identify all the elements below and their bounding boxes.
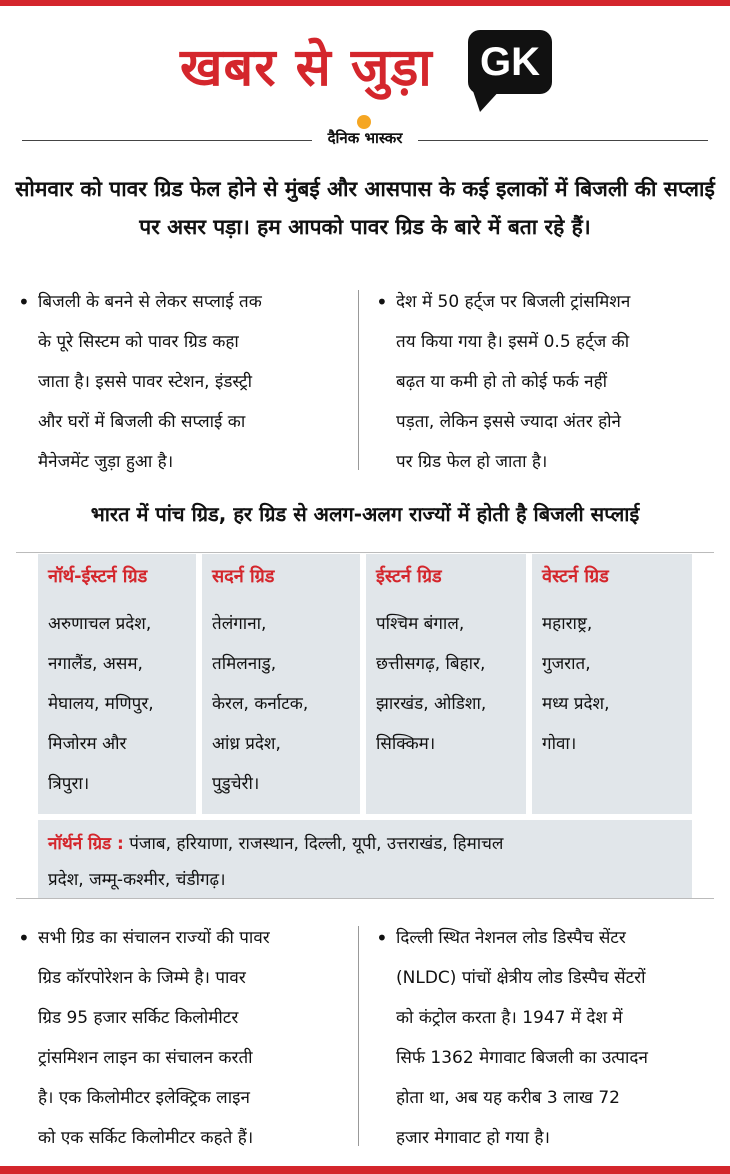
section-divider-top <box>16 552 714 553</box>
intro-text: सोमवार को पावर ग्रिड फेल होने से मुंबई और आसपास के कई इलाकों में बिजली की सप्लाई पर असर पड़ा। हम आपको पावर ग्रिड के बारे में बता रहे हैं। <box>15 177 715 239</box>
bottom-right-point <box>376 918 722 1158</box>
text-line: पड़ता, लेकिन इससे ज्यादा अंतर होने <box>396 412 621 432</box>
state-line: झारखंड, ओडिशा, <box>376 694 487 714</box>
text-line: ग्रिड 95 हजार सर्किट किलोमीटर <box>38 1008 239 1028</box>
grid-title: वेस्टर्न ग्रिड <box>542 566 609 587</box>
state-line: केरल, कर्नाटक, <box>212 694 309 714</box>
grid-box-southern <box>202 554 360 814</box>
state-line: पश्चिम बंगाल, <box>376 614 465 634</box>
text-line: दिल्ली स्थित नेशनल लोड डिस्पैच सेंटर <box>396 928 626 948</box>
grid-box-western <box>532 554 692 814</box>
grid-title: ईस्टर्न ग्रिड <box>376 566 442 587</box>
text-line: ट्रांसमिशन लाइन का संचालन करती <box>38 1048 253 1068</box>
bottom-accent-bar <box>0 1166 730 1174</box>
bullet-icon: • <box>376 290 388 314</box>
top-right-point <box>376 282 716 482</box>
brand-divider-right <box>418 140 708 141</box>
text-line: बिजली के बनने से लेकर सप्लाई तक <box>38 292 262 312</box>
text-line: (NLDC) पांचों क्षेत्रीय लोड डिस्पैच सेंटरों <box>396 968 646 988</box>
bullet-icon: • <box>18 290 30 314</box>
state-line: अरुणाचल प्रदेश, <box>48 614 152 634</box>
grid-states <box>48 604 154 804</box>
state-line: पुडुचेरी। <box>212 774 260 794</box>
northern-grid-text <box>48 826 688 898</box>
text-line: सिर्फ 1362 मेगावाट बिजली का उत्पादन <box>396 1048 648 1068</box>
grid-states <box>542 604 610 764</box>
state-line: महाराष्ट्र, <box>542 614 593 634</box>
grid-panel <box>38 554 692 898</box>
state-line: मिजोरम और <box>48 734 127 754</box>
column-divider <box>358 926 359 1146</box>
state-line: नगालैंड, असम, <box>48 654 143 674</box>
text-line: हजार मेगावाट हो गया है। <box>396 1128 550 1148</box>
section-divider-bottom <box>16 898 714 899</box>
brand-logo: दैनिक भास्कर <box>327 129 403 147</box>
grid-box-north-eastern <box>38 554 196 814</box>
text-line: देश में 50 हर्ट्ज पर बिजली ट्रांसमिशन <box>396 292 631 312</box>
state-line: पंजाब, हरियाणा, राजस्थान, दिल्ली, यूपी, उत्तराखंड, हिमाचल <box>123 834 504 854</box>
brand-divider-left <box>22 140 312 141</box>
state-line: गोवा। <box>542 734 577 754</box>
grid-title: नॉर्थ-ईस्टर्न ग्रिड <box>48 566 148 587</box>
text-line: और घरों में बिजली की सप्लाई का <box>38 412 246 432</box>
text-line: होता था, अब यह करीब 3 लाख 72 <box>396 1088 621 1108</box>
gk-badge-label: GK <box>480 40 540 84</box>
brand-sun-icon <box>357 115 371 129</box>
state-line: मेघालय, मणिपुर, <box>48 694 154 714</box>
text-line: को एक सर्किट किलोमीटर कहते हैं। <box>38 1128 254 1148</box>
state-line: गुजरात, <box>542 654 591 674</box>
top-accent-bar <box>0 0 730 6</box>
grid-title: नॉर्थर्न ग्रिड : <box>48 834 124 854</box>
text-line: सभी ग्रिड का संचालन राज्यों की पावर <box>38 928 270 948</box>
state-line: त्रिपुरा। <box>48 774 90 794</box>
bullet-icon: • <box>376 926 388 950</box>
text-line: ग्रिड कॉरपोरेशन के जिम्मे है। पावर <box>38 968 246 988</box>
header <box>0 22 730 112</box>
state-line: प्रदेश, जम्मू-कश्मीर, चंडीगढ़। <box>48 870 226 890</box>
text-line: है। एक किलोमीटर इलेक्ट्रिक लाइन <box>38 1088 250 1108</box>
text-line: जाता है। इससे पावर स्टेशन, इंडस्ट्री <box>38 372 252 392</box>
grid-box-northern <box>38 820 692 898</box>
bullet-icon: • <box>18 926 30 950</box>
text-line: मैनेजमेंट जुड़ा हुआ है। <box>38 452 174 472</box>
text-line: तय किया गया है। इसमें 0.5 हर्ट्ज की <box>396 332 630 352</box>
state-line: तेलंगाना, <box>212 614 267 634</box>
page-title: खबर से जुड़ा <box>180 38 433 98</box>
grid-title: सदर्न ग्रिड <box>212 566 275 587</box>
state-line: छत्तीसगढ़, बिहार, <box>376 654 486 674</box>
column-divider <box>358 290 359 470</box>
text-line: पर ग्रिड फेल हो जाता है। <box>396 452 548 472</box>
bottom-left-point <box>18 918 358 1158</box>
text-line: बढ़त या कमी हो तो कोई फर्क नहीं <box>396 372 608 392</box>
text-line: को कंट्रोल करता है। 1947 में देश में <box>396 1008 623 1028</box>
text-line: के पूरे सिस्टम को पावर ग्रिड कहा <box>38 332 239 352</box>
section-title: भारत में पांच ग्रिड, हर ग्रिड से अलग-अलग राज्यों में होती है बिजली सप्लाई <box>90 502 640 526</box>
grid-states <box>212 604 308 804</box>
state-line: आंध्र प्रदेश, <box>212 734 281 754</box>
state-line: सिक्किम। <box>376 734 436 754</box>
grid-box-eastern <box>366 554 526 814</box>
grid-states <box>376 604 486 764</box>
state-line: तमिलनाडु, <box>212 654 277 674</box>
top-left-point <box>18 282 354 482</box>
state-line: मध्य प्रदेश, <box>542 694 610 714</box>
